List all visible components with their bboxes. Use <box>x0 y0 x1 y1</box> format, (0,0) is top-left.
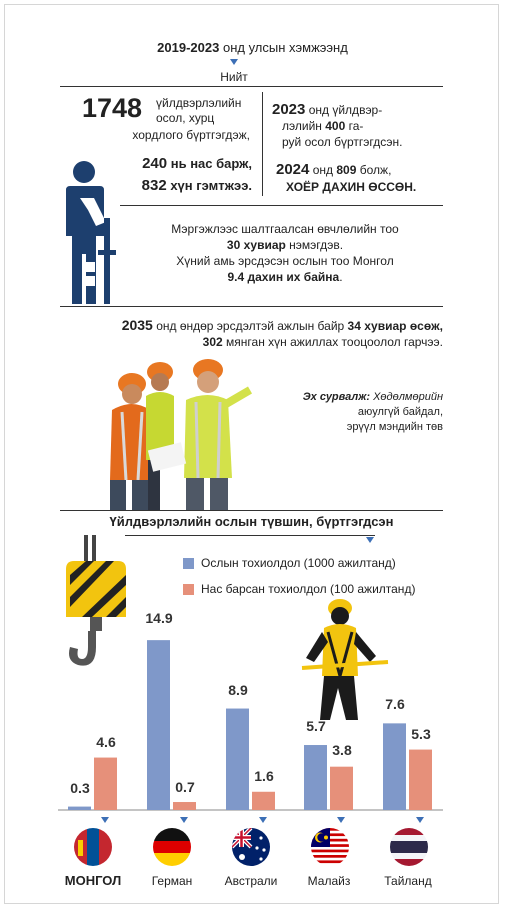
divider-chart <box>60 510 443 511</box>
country-label-mongolia: МОНГОЛ <box>64 873 122 888</box>
deaths-text: нь нас барж, <box>170 156 252 171</box>
legend-swatch-accidents <box>183 558 194 569</box>
bar-mongolia-accidents <box>68 807 91 810</box>
value-label-thailand-deaths: 5.3 <box>411 726 431 742</box>
source-line-3: эрүүл мэндийн төв <box>346 421 443 433</box>
y2024-text-a: онд <box>312 163 334 177</box>
pointer-germany-icon <box>180 817 188 823</box>
legend-label-deaths: Нас барсан тохиолдол (100 ажилтанд) <box>201 582 416 596</box>
period-years: 2019-2023 <box>157 40 220 55</box>
y2024-count: 809 <box>336 163 357 177</box>
source-line-1 <box>270 390 443 404</box>
divider-forecast <box>60 306 443 307</box>
injured-number: 832 <box>141 177 167 194</box>
pointer-malaysia-icon <box>337 817 345 823</box>
header-pointer-icon <box>230 59 238 65</box>
pointer-thailand-icon <box>416 817 424 823</box>
flag-australia-icon <box>232 828 270 866</box>
accidents-number: 1748 <box>82 93 143 123</box>
value-label-malaysia-accidents: 5.7 <box>306 718 326 734</box>
bar-thailand-deaths <box>409 750 432 810</box>
flag-thailand-icon <box>390 828 428 866</box>
y2023-year: 2023 <box>272 101 306 118</box>
total-label: Нийт <box>220 70 248 84</box>
country-label-thailand: Тайланд <box>384 874 432 888</box>
value-label-australia-deaths: 1.6 <box>254 768 274 784</box>
forecast-text-b: мянган хүн ажиллах тооцоолол гарчээ. <box>226 335 443 349</box>
bar-germany-deaths <box>173 802 196 810</box>
value-label-mongolia-deaths: 4.6 <box>96 734 116 750</box>
forecast-percent: 34 хувиар өсөж, <box>347 319 443 333</box>
injured-text: хүн гэмтжээ. <box>170 178 252 193</box>
workers-photo <box>70 350 270 510</box>
accidents-text-2: осол, хурц <box>156 111 215 125</box>
value-label-malaysia-deaths: 3.8 <box>332 742 352 758</box>
divider-top <box>60 86 443 87</box>
accidents-text-1: үйлдвэрлэлийн <box>156 96 242 110</box>
country-label-malaysia: Малайз <box>307 874 351 888</box>
pointer-mongolia-icon <box>101 817 109 823</box>
y2023-text-1: онд үйлдвэр- <box>308 103 383 117</box>
accidents-text-3: хордлого бүртгэгдэж, <box>132 128 250 142</box>
y2023-line-1 <box>272 102 382 118</box>
value-label-germany-accidents: 14.9 <box>145 610 173 626</box>
country-label-germany: Герман <box>151 874 193 888</box>
y2023-count: 400 <box>325 119 346 133</box>
value-label-germany-deaths: 0.7 <box>175 779 195 795</box>
value-label-australia-accidents: 8.9 <box>228 682 248 698</box>
country-label-australia: Австрали <box>224 874 278 888</box>
source-line-1-text: Хөдөлмөрийн <box>373 391 443 403</box>
forecast-count: 302 <box>202 335 223 349</box>
flag-malaysia-icon <box>311 828 349 866</box>
occupational-line-1: Мэргэжлээс шалтгаалсан өвчлөлийн тоо <box>171 222 399 236</box>
divider-mid <box>120 205 443 206</box>
divider-chart-title <box>125 535 375 536</box>
y2024-text-2: ХОЁР ДАХИН ӨССӨН. <box>286 180 417 194</box>
y2023-line-2 <box>282 119 363 134</box>
legend-label-accidents: Ослын тохиолдол (1000 ажилтанд) <box>201 556 396 570</box>
value-label-thailand-accidents: 7.6 <box>385 696 405 712</box>
period-header <box>0 40 505 56</box>
legend-swatch-deaths <box>183 584 194 595</box>
bar-australia-accidents <box>226 709 249 810</box>
forecast-text-a: онд өндөр эрсдэлтэй ажлын байр <box>156 319 345 333</box>
flag-germany-icon <box>153 828 191 866</box>
source-line-2: аюулгүй байдал, <box>357 406 443 418</box>
y2024-line-1 <box>276 162 391 178</box>
occupational-line-4-rest: . <box>339 270 343 284</box>
divider-vertical <box>262 92 263 196</box>
injured-person-crutch-icon <box>58 158 118 308</box>
y2024-year: 2024 <box>276 161 310 178</box>
deaths-number: 240 <box>142 155 168 172</box>
occupational-line-2 <box>120 238 450 253</box>
bar-australia-deaths <box>252 792 275 810</box>
chart-title: Үйлдвэрлэлийн ослын түвшин, бүртгэгдсэн <box>109 514 394 529</box>
period-rest: онд улсын хэмжээнд <box>222 40 348 55</box>
occupational-line-3: Хүний амь эрсдэсэн ослын тоо Монгол <box>176 254 394 268</box>
forecast-year: 2035 <box>121 317 153 333</box>
value-label-mongolia-accidents: 0.3 <box>70 780 90 796</box>
occupational-ratio: 9.4 дахин их байна <box>227 270 340 284</box>
chart-title-pointer-icon <box>366 537 374 543</box>
y2024-text-b: болж, <box>359 163 392 177</box>
occupational-line-4 <box>120 270 450 285</box>
y2023-text-3: руй осол бүртгэгдсэн. <box>282 135 403 149</box>
y2023-text-2a: лэлийн <box>282 119 322 133</box>
bar-malaysia-deaths <box>330 767 353 810</box>
forecast-line-2 <box>60 335 443 350</box>
occupational-line-2-rest: нэмэгдэв. <box>289 238 344 252</box>
flag-mongolia-icon <box>74 828 112 866</box>
pointer-australia-icon <box>259 817 267 823</box>
source-label: Эх сурвалж: <box>302 391 371 403</box>
forecast-line-1 <box>60 318 443 334</box>
y2023-text-2b: га- <box>348 119 364 133</box>
occupational-percent: 30 хувиар <box>226 238 286 252</box>
